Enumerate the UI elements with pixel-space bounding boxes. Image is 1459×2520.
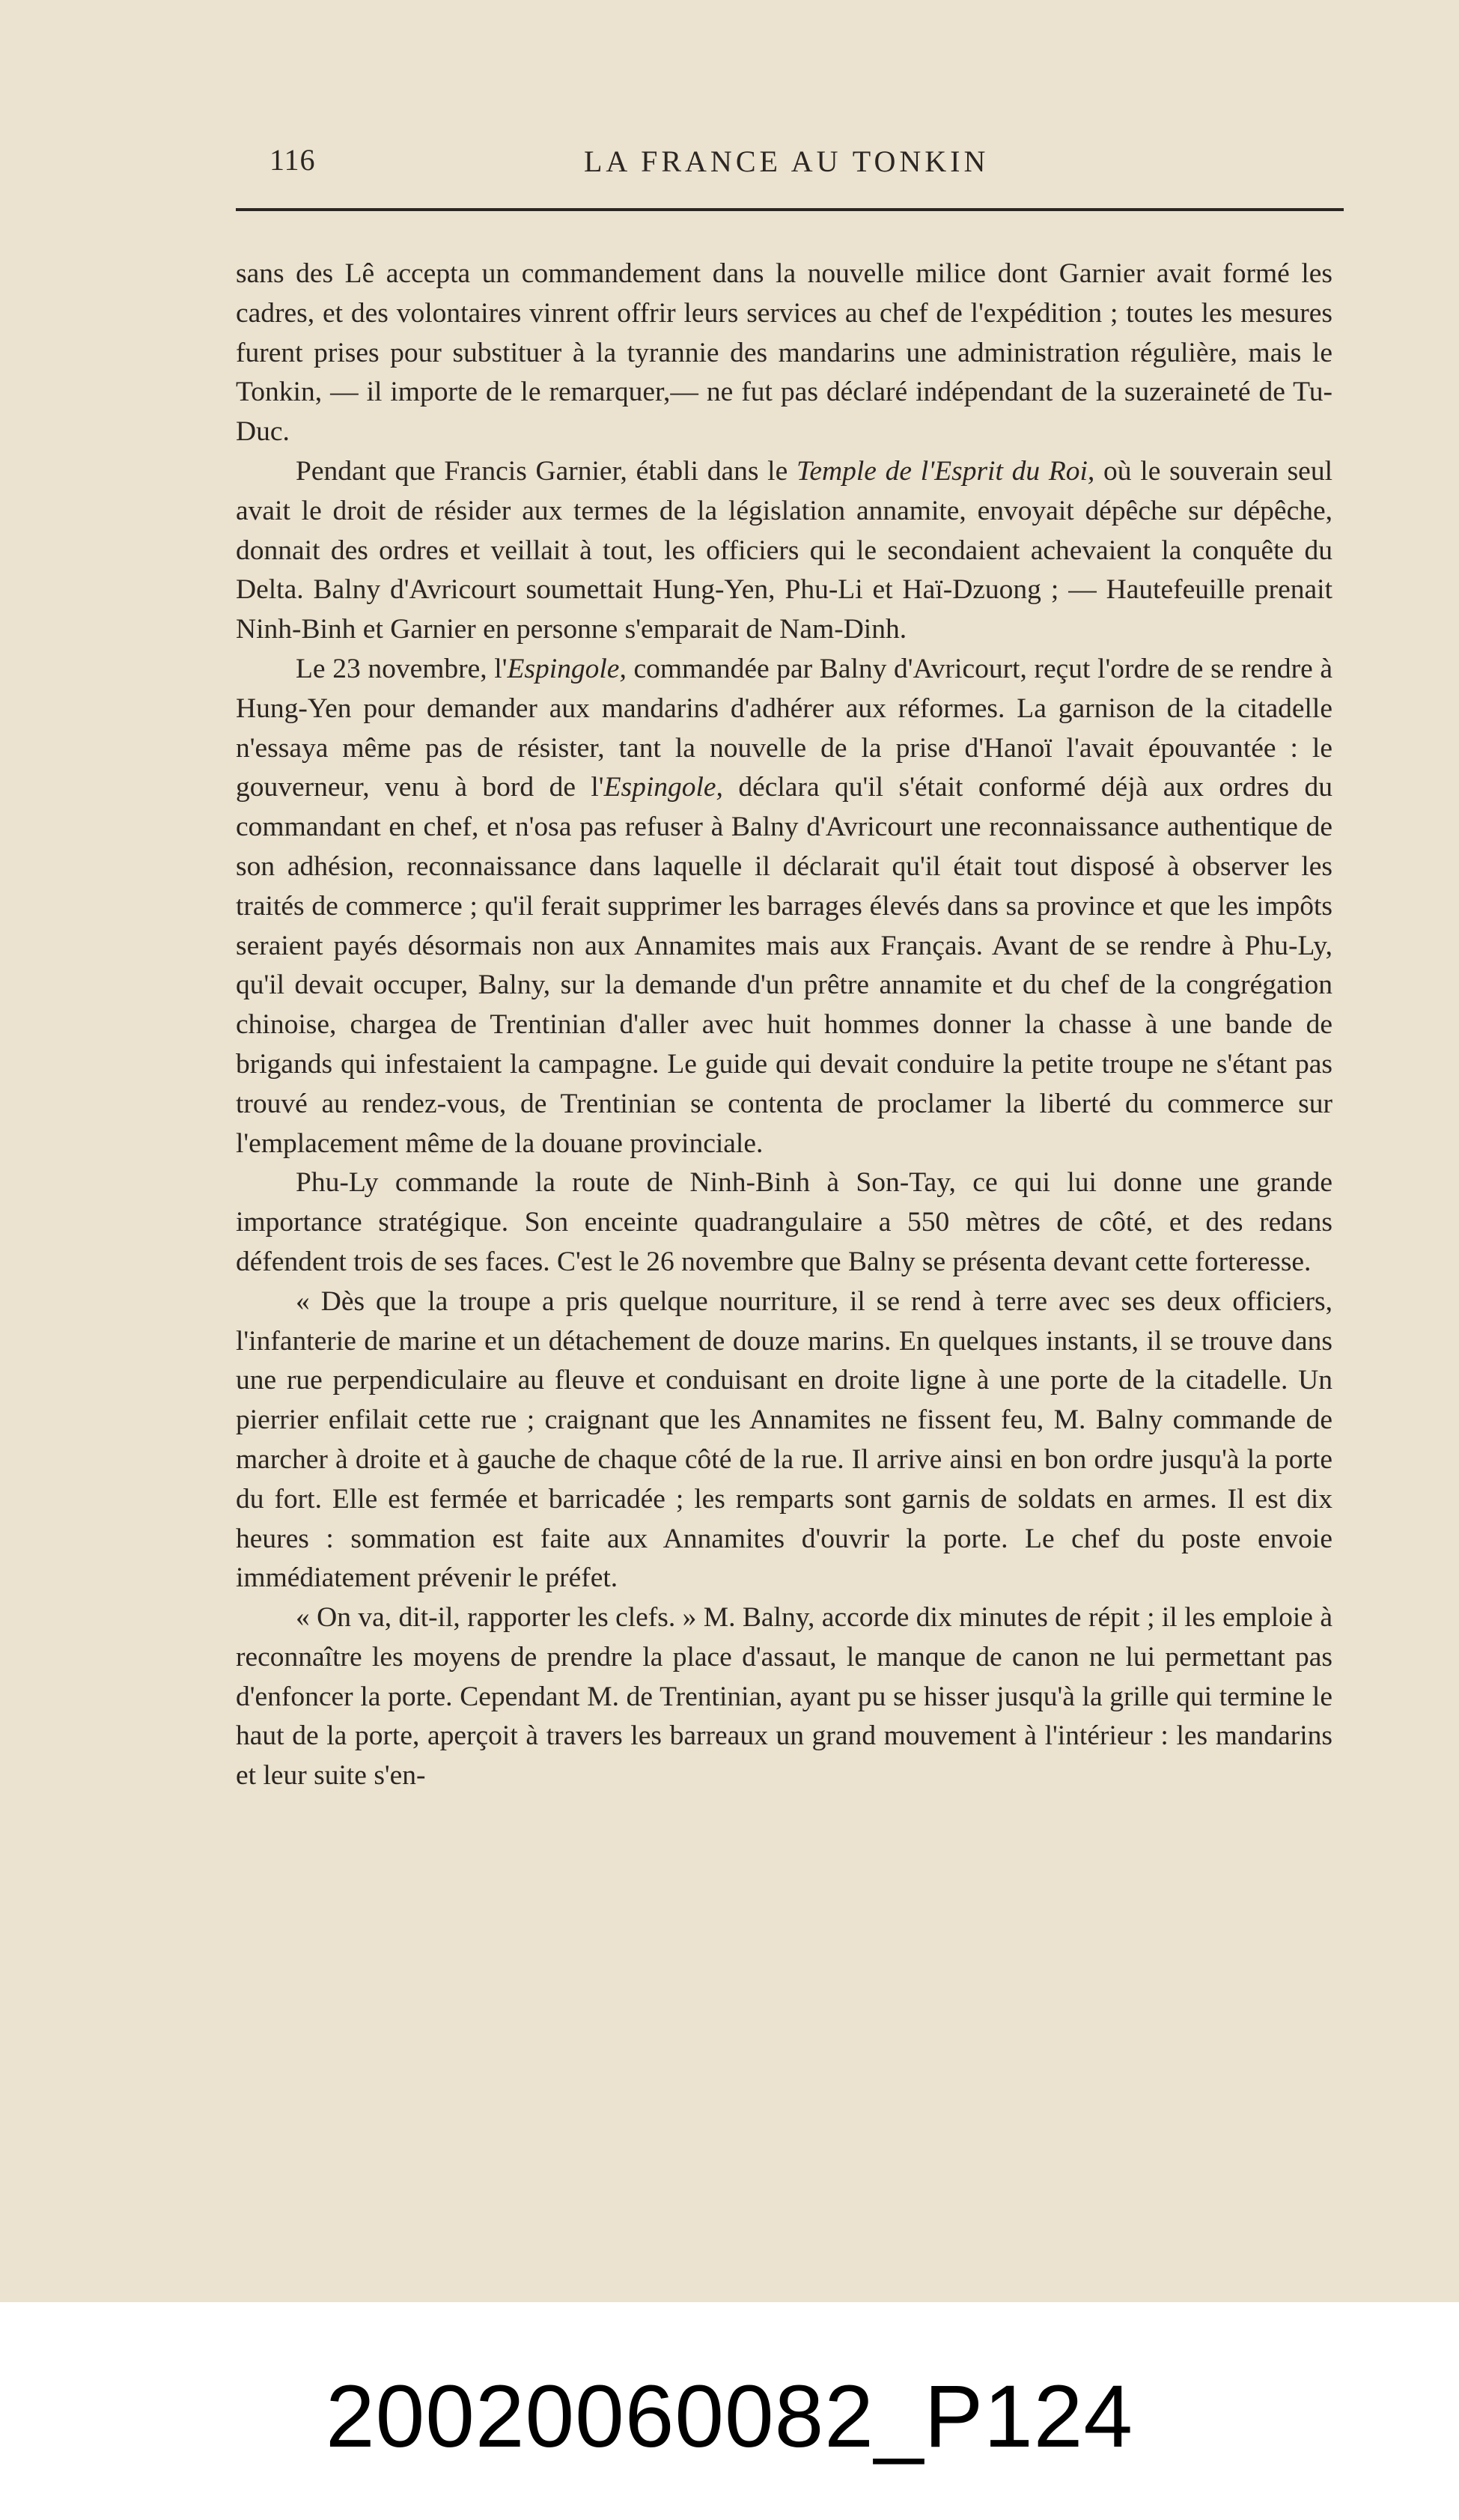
text-segment: « On va, dit-il, rapporter les clefs. » M. Balny, accorde dix minutes de répit ; il les emploie à reconnaître les moyens de prendre la place d'assaut, le manque de canon ne lui permettant pas d'enfoncer la porte. Cependant M. de Trentinian, ayant pu se hisser jusqu'à la grille qui termine le haut de la porte, aperçoit à travers les barreaux un grand mouvement à l'intérieur : les mandarins et leur suite s'en- xyxy=(236,1602,1332,1792)
paragraph xyxy=(236,452,1332,650)
image-caption: 20020060082_P124 xyxy=(325,2367,1134,2466)
text-segment: « Dès que la troupe a pris quelque nourriture, il se rend à terre avec ses deux officiers, l'infanterie de marine et un détachement de douze marins. En quelques instants, il se trouve dans une rue perpendiculaire au fleuve et conduisant en droite ligne à une porte de la citadelle. Un pierrier enfilait cette rue ; craignant que les Annamites ne fissent feu, M. Balny commande de marcher à droite et à gauche de chaque côté de la rue. Il arrive ainsi en bon ordre jusqu'à la porte du fort. Elle est fermée et barricadée ; les remparts sont garnis de soldats en armes. Il est dix heures : sommation est faite aux Annamites d'ouvrir la porte. Le chef du poste envoie immédiatement prévenir le préfet. xyxy=(236,1285,1332,1594)
text-segment: commandée par Balny d'Avricourt, reçut l'ordre de se rendre à Hung-Yen pour demander aux mandarins d'adhérer aux réformes. La garnison de la citadelle n'essaya même pas de résister, tant la nouvelle de la prise d'Hanoï l'avait épouvantée : le gouverneur, venu à bord de l' xyxy=(236,653,1332,803)
header-rule xyxy=(236,208,1344,211)
paragraph xyxy=(236,1163,1332,1282)
text-segment: Phu-Ly commande la route de Ninh-Binh à Son-Tay, ce qui lui donne une grande importance stratégique. Son enceinte quadrangulaire a 550 mètres de côté, et des redans défendent trois de ses faces. C'est le 26 novembre que Balny se présenta devant cette forteresse. xyxy=(236,1167,1332,1277)
paragraph xyxy=(236,650,1332,1163)
text-segment: où le souverain seul avait le droit de résider aux termes de la législation annamite, envoyait dépêche sur dépêche, donnait des ordres et veillait à tout, les officiers qui le secondaient achevaient la conquête du Delta. Balny d'Avricourt soumettait Hung-Yen, Phu-Li et Haï-Dzuong ; — Hautefeuille prenait Ninh-Binh et Garnier en personne s'emparait de Nam-Dinh. xyxy=(236,455,1332,645)
paragraph xyxy=(236,1282,1332,1598)
running-head xyxy=(225,142,1332,187)
page-number: 116 xyxy=(269,143,316,177)
body-text xyxy=(236,255,1332,1796)
paragraph xyxy=(236,1598,1332,1796)
paragraph xyxy=(236,255,1332,452)
text-segment: Pendant que Francis Garnier, établi dans le xyxy=(296,455,796,487)
italic-text: Temple de l'Esprit du Roi, xyxy=(796,455,1095,487)
text-segment: sans des Lê accepta un commandement dans la nouvelle milice dont Garnier avait formé les cadres, et des volontaires vinrent offrir leurs services au chef de l'expédition ; toutes les mesures furent prises pour substituer à la tyrannie des mandarins une administration régulière, mais le Tonkin, — il importe de le remarquer,— ne fut pas déclaré indépendant de la suzeraineté de Tu-Duc. xyxy=(236,258,1332,448)
text-segment: déclara qu'il s'était conformé déjà aux ordres du commandant en chef, et n'osa pas refuser à Balny d'Avricourt une reconnaissance authentique de son adhésion, reconnaissance dans laquelle il déclarait qu'il était tout disposé à observer les traités de commerce ; qu'il ferait supprimer les barrages élevés dans sa province et que les impôts seraient payés désormais non aux Annamites mais aux Français. Avant de se rendre à Phu-Ly, qu'il devait occuper, Balny, sur la demande d'un prêtre annamite et du chef de la congrégation chinoise, chargea de Trentinian d'aller avec huit hommes donner la chasse à une bande de brigands qui infestaient la campagne. Le guide qui devait conduire la petite troupe ne s'étant pas trouvé au rendez-vous, de Trentinian se contenta de proclamer la liberté du commerce sur l'emplacement même de la douane provinciale. xyxy=(236,772,1332,1159)
running-title: LA FRANCE AU TONKIN xyxy=(584,144,990,178)
italic-text: Espingole, xyxy=(507,653,627,684)
italic-text: Espingole, xyxy=(603,772,723,803)
text-segment: Le 23 novembre, l' xyxy=(296,653,508,684)
